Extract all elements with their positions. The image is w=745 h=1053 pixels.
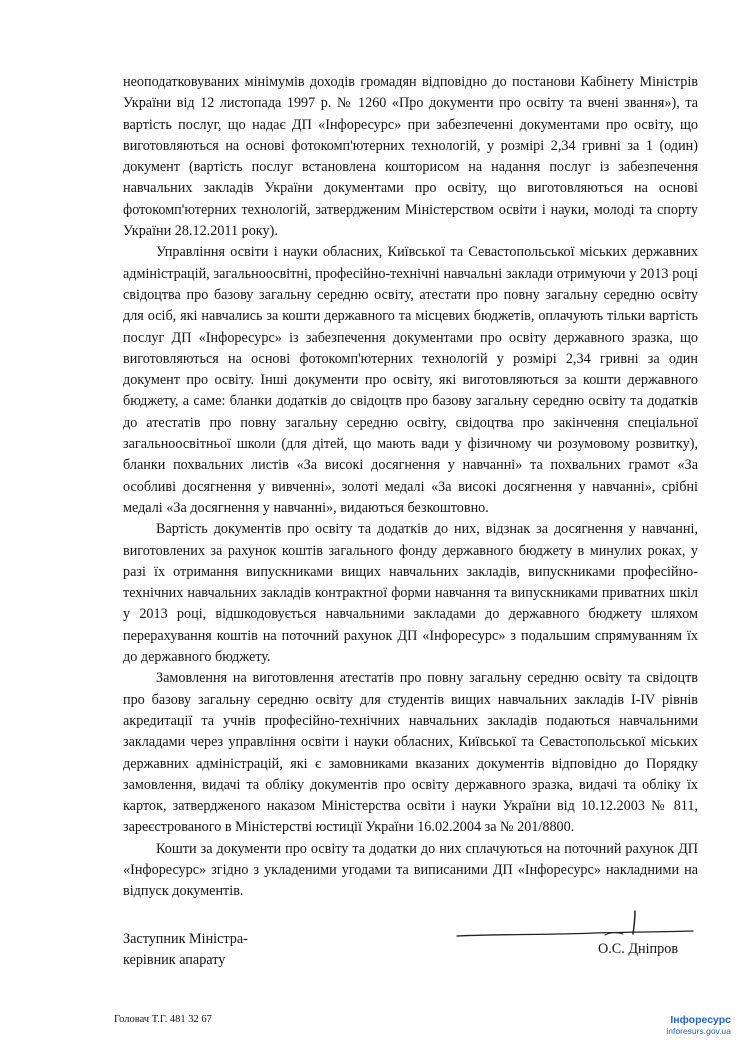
letter-body — [123, 72, 698, 903]
signer-title-line: Заступник Міністра- — [123, 931, 248, 947]
watermark-brand: Інфоресурс — [670, 1014, 731, 1026]
signer-title — [123, 929, 248, 971]
signer-title-line: керівник апарату — [123, 952, 226, 968]
paragraph-continuation: неоподатковуваних мінімумів доходів громадян відповідно до постанови Кабінету Міністрів України від 12 листопада 1997 р. № 1260 «Про документи про освіту та вчені звання»), та вартість послуг, що надає ДП «Інфоресурс» при забезпеченні документами про освіту, що виготовляються на основі фотокомп'ютерних технологій, у розмірі 2,34 гривні за 1 (один) документ (вартість послуг встановлена кошторисом на надання послуг із забезпечення навчальних закладів України документами про освіту, що виготовляються на основі фотокомп'ютерних технологій, затвердженим Міністерством освіти і науки, молоді та спорту України 28.12.2011 року). — [123, 74, 698, 240]
paragraph: Замовлення на виготовлення атестатів про повну загальну середню освіту та свідоцтв про базову загальну середню освіту для студентів вищих навчальних закладів I-IV рівнів акредитації та учнів професійно-технічних навчальних закладів подаються навчальними закладами через управління освіти і науки обласних, Київської та Севастопольської міських державних адміністрацій, які є замовниками вказаних документів відповідно до Порядку замовлення, видачі та обліку документів про освіту державного зразка, видачі та обліку їх карток, затвердженого наказом Міністерства освіти і науки України від 10.12.2003 № 811, зареєстрованого в Міністерстві юстиції України 16.02.2004 за № 201/8800. — [123, 670, 698, 836]
paragraph: Вартість документів про освіту та додатків до них, відзнак за досягнення у навчанні, виготовлених за рахунок коштів загального фонду державного бюджету в минулих роках, у разі їх отримання випускниками вищих навчальних закладів, випускниками професійно-технічних навчальних закладів контрактної форми навчання та випускниками приватних шкіл у 2013 році, відшкодовується навчальними закладами до державного бюджету шляхом перерахування коштів на поточний рахунок ДП «Інфоресурс» з подальшим спрямуванням їх до державного бюджету. — [123, 521, 698, 666]
paragraph: Управління освіти і науки обласних, Київської та Севастопольської міських державних адміністрацій, загальноосвітні, професійно-технічні навчальні заклади отримуючи у 2013 році свідоцтва про базову загальну середню освіту, атестати про повну загальну середню освіту для осіб, які навчались за кошти державного та місцевих бюджетів, оплачують тільки вартість послуг ДП «Інфоресурс» із забезпечення документами про освіту державного зразка, що виготовляються на основі фотокомп'ютерних технологій у розмірі 2,34 гривні за один документ про освіту. Інші документи про освіту, які виготовляються за кошти державного бюджету, а саме: бланки додатків до свідоцтв про базову загальну середню освіту та додатків до атестатів про повну загальну середню освіту, свідоцтва про закінчення спеціальної загальноосвітньої школи (для дітей, що мають вади у фізичному чи розумовому розвитку), бланки похвальних листів «За високі досягнення у навчанні» та похвальних грамот «За особливі досягнення у вивченні», золоті медалі «За високі досягнення у навчанні», срібні медалі «За досягнення у навчанні», видаються безкоштовно. — [123, 244, 698, 516]
contact-info: Головач Т.Г. 481 32 67 — [114, 1014, 212, 1025]
source-watermark — [666, 1015, 731, 1037]
paragraph: Кошти за документи про освіту та додатки до них сплачуються на поточний рахунок ДП «Інфоресурс» згідно з укладеними угодами та виписаними ДП «Інфоресурс» накладними на відпуск документів. — [123, 840, 698, 900]
signer-name: О.С. Дніпров — [598, 941, 679, 957]
watermark-site: inforesurs.gov.ua — [666, 1026, 731, 1036]
